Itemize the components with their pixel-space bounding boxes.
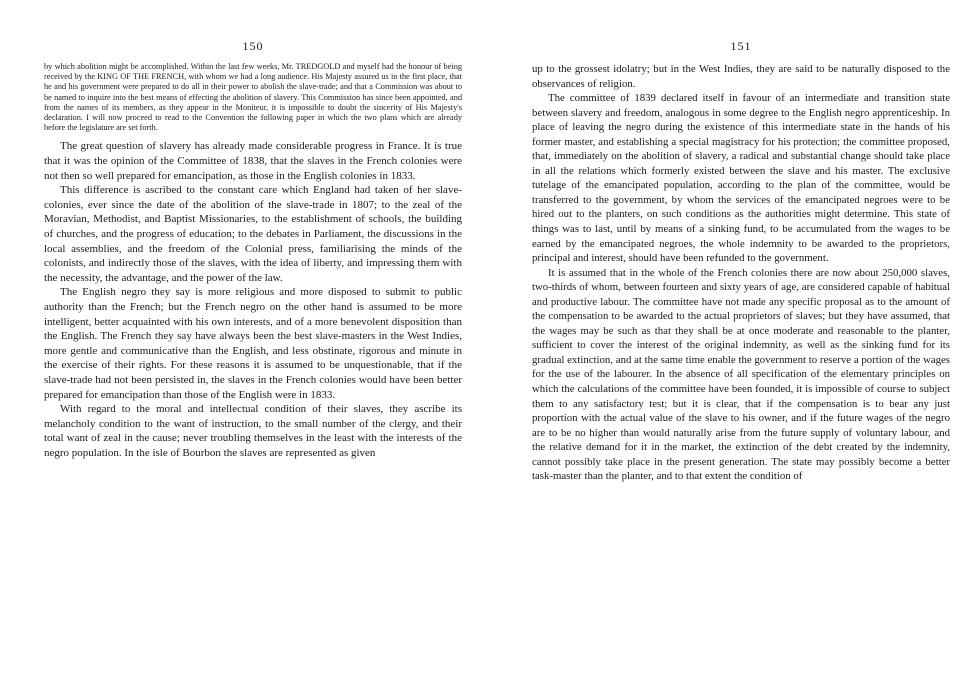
paragraph: With regard to the moral and intellectual condition of their slaves, they ascribe its melancholy condition to the want of instruction, to the small number of the clergy, and their total want of zeal in the cause; never troubling themselves in the least with the interests of the negro population. In the isle of Bourbon the slaves are represented as given [44,403,462,459]
paragraph: The English negro they say is more religious and more disposed to submit to public authority than the French; but the French negro on the other hand is assumed to be more intelligent, better acquainted with his own interests, and of a more benevolent disposition than the English. The French they say have always been the best slave-masters in the West Indies, more gentle and communicative than the English, and less obstinate, rigorous and minute in the exercise of their rights. For these reasons it is assumed to be unquestionable, that if the slave-trade had not been persisted in, the slaves in the French colonies would have been better prepared for emancipation than those of the English were in 1833. [44,286,462,401]
paragraph: up to the grossest idolatry; but in the West Indies, they are said to be naturally disposed to the observances of religion. [532,63,950,90]
right-page [490,0,980,692]
paragraph: The great question of slavery has already made considerable progress in France. It is true that it was the opinion of the Committee of 1838, that the slaves in the French colonies were not then so well prepared for emancipation, as those in the English colonies in 1833. [44,140,462,182]
paragraph: This difference is ascribed to the constant care which England had taken of her slave-colonies, ever since the date of the abolition of the slave-trade in 1807; to the zeal of the Moravian, Methodist, and Baptist Missionaries, to the establishment of schools, the building of churches, and the progress of education; to the debates in Parliament, the discussions in the local assemblies, and the freedom of the Colonial press, familiarising the minds of the colonists, and indirectly those of the slaves, with the idea of liberty, and impressing them with the necessity, the advantage, and the power of the law. [44,184,462,284]
footnote-block: by which abolition might be accomplished. Within the last few weeks, Mr. TREDGOLD and myself had the honour of being received by the KING OF THE FRENCH, with whom we had a long audience. His Majesty assured us in the first place, that he and his government were prepared to do all in their power to abolish the slave-trade; and that a Commission was about to be named to inquire into the best means of effecting the abolition of slavery. This Commission has since been appointed, and from the names of its members, as they appear in the Moniteur, it is impossible to doubt the sincerity of His Majesty's declaration. I will now proceed to read to the Convention the following paper in which the two plans which are already before the legislature are set forth. [44,62,462,133]
paragraph: It is assumed that in the whole of the French colonies there are now about 250,000 slaves, two-thirds of whom, between fourteen and sixty years of age, are considered capable of habitual and productive labour. The committee have not made any specific proposal as to the amount of the compensation to be awarded to the actual proprietors of slaves; but they have assumed, that the wages may be such as that they shall be at once moderate and reasonable to the planter, sufficient to cover the interest of the original indemnity, as well as the sinking fund for its gradual extinction, and at the same time enable the government to reserve a portion of the wages for the use of the labourer. In the absence of all specification of the elementary principles on which the calculations of the committee have been founded, it is impossible of course to subject them to any satisfactory test; but it is clear, that if the compensation is to bear any just proportion with the actual value of the slave to his owner, and if the future wages of the negro are to be no higher than would naturally arise from the future supply of voluntary labour, and the relative demand for it in the market, the extinction of the debt created by the indemnity, cannot possibly take place in the present generation. The state may possibly become a better task-master than the planter, and to that extent the condition of [532,266,950,483]
paragraph: The committee of 1839 declared itself in favour of an intermediate and transition state between slavery and freedom, analogous in some degree to the English negro apprenticeship. In place of leaving the negro during the existence of this intermediate state in the hands of his former master, and establishing a special magistracy for his protection; the committee proposed, that, immediately on the abolition of slavery, a radical and substantial change should take place in all the relations which formerly existed between the slave and his master. The exclusive tutelage of the emancipated population, according to the plan of the committee, would be transferred to the government, by whom the services of the emancipated negroes were to be hired out to the planters, on such conditions as the authorities might determine. This state of things was to last, until by means of a sinking fund, to be accumulated from the wages to be earned by the emancipated negroes, the whole indemnity to be awarded to the proprietors, principal and interest, should have been refunded to the government. [532,92,950,265]
page-number-left: 150 [242,39,264,53]
page-number-right: 151 [730,39,752,53]
